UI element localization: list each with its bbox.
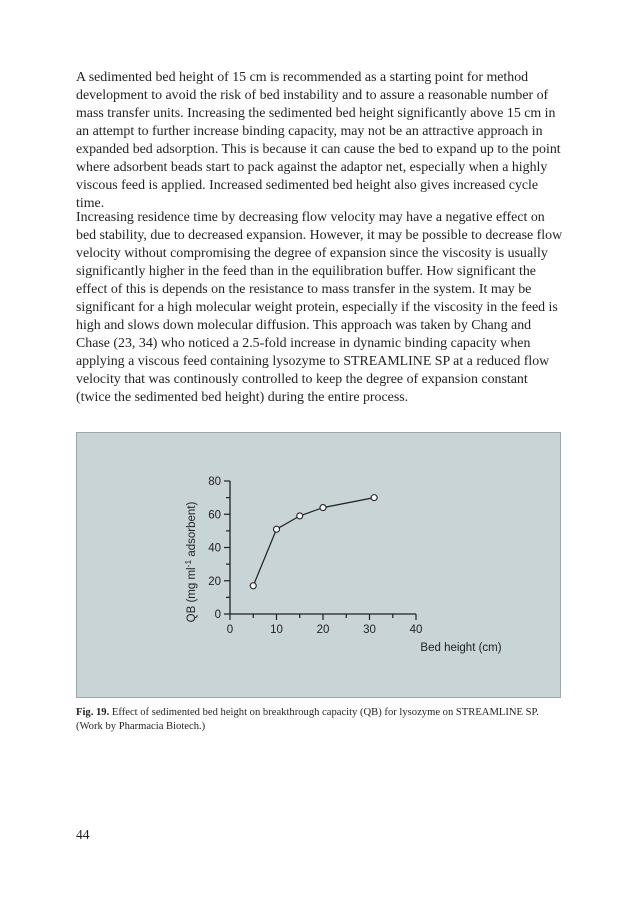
x-tick-label: 20 — [316, 624, 330, 636]
y-tick-label: 0 — [214, 609, 221, 621]
y-axis — [208, 476, 230, 621]
y-axis-label-suffix: adsorbent) — [186, 501, 198, 560]
y-axis-label-prefix: QB (mg ml — [186, 567, 198, 623]
figure-caption — [76, 706, 564, 734]
data-point — [274, 526, 280, 532]
data-point — [371, 495, 377, 501]
y-tick-label: 40 — [208, 542, 221, 555]
x-tick-label: 0 — [226, 624, 234, 636]
figure-label: Fig. 19. — [76, 707, 110, 718]
figure-caption-text: Effect of sedimented bed height on breakthrough capacity (QB) for lysozyme on STREAMLINE SP. (Work by Pharmacia Biotech.) — [76, 707, 539, 732]
body-paragraph-2: Increasing residence time by decreasing flow velocity may have a negative effect on bed stability, due to decreased expansion. However, it may be possible to decrease flow velocity without compromising the degree of expansion since the viscosity is usually significantly higher in the feed than in the equilibration buffer. How significant the effect of this is depends on the resistance to mass transfer in the system. It may be significant for a high molecular weight protein, especially if the viscosity in the feed is high and slows down molecular diffusion. This approach was taken by Chang and Chase (23, 34) who noticed a 2.5-fold increase in dynamic binding capacity when applying a viscous feed containing lysozyme to STREAMLINE SP at a reduced flow velocity that was continously controlled to keep the degree of expansion constant (twice the sedimented bed height) during the entire process. — [76, 210, 563, 405]
bed-height-chart — [77, 433, 562, 699]
x-axis-label: Bed height (cm) — [420, 642, 502, 654]
body-paragraph-1: A sedimented bed height of 15 cm is recommended as a starting point for method development to avoid the risk of bed instability and to assure a reasonable number of mass transfer units. Increasing the sedimented bed height significantly above 15 cm in an attempt to further increase binding capacity, may not be an attractive approach in expanded bed adsorption. This is because it can cause the bed to expand up to the point where adsorbent beads start to pack against the adaptor net, especially when a highly viscous feed is applied. Increased sedimented bed height also gives increased cycle time. — [76, 70, 561, 211]
y-axis-label-sup: -1 — [183, 559, 193, 568]
x-tick-label: 40 — [409, 624, 423, 636]
series-line — [253, 498, 374, 586]
y-tick-label: 80 — [208, 476, 221, 488]
data-point — [297, 513, 303, 519]
y-axis-label — [183, 501, 198, 622]
page-number: 44 — [76, 827, 90, 842]
x-axis — [227, 614, 423, 636]
y-tick-label: 60 — [208, 509, 221, 522]
y-tick-label: 20 — [208, 575, 221, 588]
x-tick-label: 10 — [270, 624, 283, 636]
data-point — [250, 583, 256, 589]
data-point — [320, 505, 326, 511]
figure-panel — [76, 432, 561, 698]
x-tick-label: 30 — [363, 624, 376, 636]
